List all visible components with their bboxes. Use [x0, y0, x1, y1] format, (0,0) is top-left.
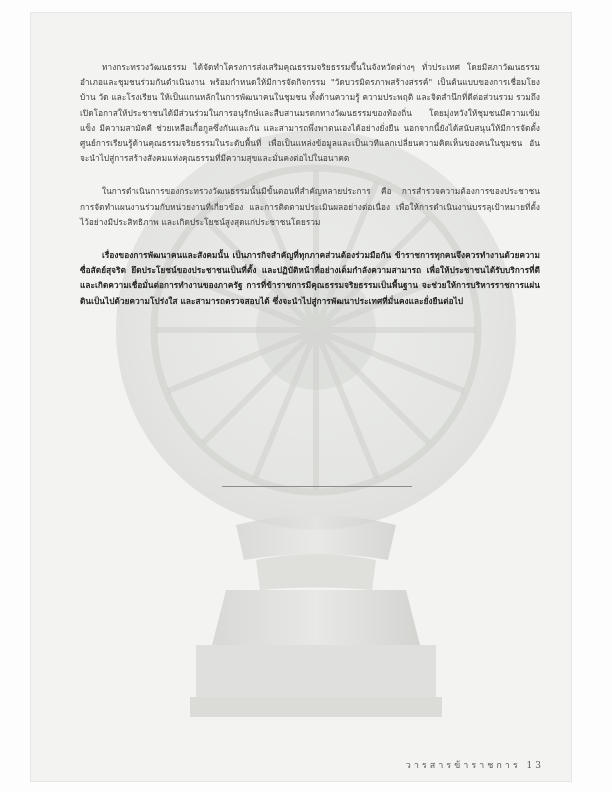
section-divider [222, 486, 412, 487]
paragraph-2: ในการดำเนินการของกระทรวงวัฒนธรรมนั้นมีขั้นตอนที่สำคัญหลายประการ คือ การสำรวจความต้องการของประชาชน การจัดทำแผนงานร่วมกับหน่วยงานที่เกี่ยวข้อง และการติดตามประเมินผลอย่างต่อเนื่อง เพื่อให้การดำเนินงานบรรลุเป้าหมายที่ตั้งไว้อย่างมีประสิทธิภาพ และเกิดประโยชน์สูงสุดแก่ประชาชนโดยรวม [80, 186, 540, 227]
paragraph-1: ทางกระทรวงวัฒนธรรม ได้จัดทำโครงการส่งเสริมคุณธรรมจริยธรรมขึ้นในจังหวัดต่างๆ ทั่วประเทศ โดยมีสภาวัฒนธรรมอำเภอและชุมชนร่วมกันดำเนินงาน พร้อมกำหนดให้มีการจัดกิจกรรม "วัดบวรมิตรภาพสร้างสรรค์" เป็นต้นแบบของการเชื่อมโยงบ้าน วัด และโรงเรียน ให้เป็นแกนหลักในการพัฒนาคนในชุมชน ทั้งด้านความรู้ ความประพฤติ และจิตสำนึกที่ดีต่อส่วนรวม รวมถึงเปิดโอกาสให้ประชาชนได้มีส่วนร่วมในการอนุรักษ์และสืบสานมรดกทางวัฒนธรรมของท้องถิ่น โดยมุ่งหวังให้ชุมชนมีความเข้มแข็ง มีความสามัคคี ช่วยเหลือเกื้อกูลซึ่งกันและกัน และสามารถพึ่งพาตนเองได้อย่างยั่งยืน นอกจากนี้ยังได้สนับสนุนให้มีการจัดตั้งศูนย์การเรียนรู้ด้านคุณธรรมจริยธรรมในระดับพื้นที่ เพื่อเป็นแหล่งข้อมูลและเป็นเวทีแลกเปลี่ยนความคิดเห็นของคนในชุมชน อันจะนำไปสู่การสร้างสังคมแห่งคุณธรรมที่มีความสุขและมั่นคงต่อไปในอนาคต [80, 62, 540, 164]
article-body [80, 60, 540, 327]
journal-title: วารสารข้าราชการ [405, 761, 521, 771]
page-footer [406, 758, 544, 772]
paragraph-3-bold: เรื่องของการพัฒนาคนและสังคมนั้น เป็นภารกิจสำคัญที่ทุกภาคส่วนต้องร่วมมือกัน ข้าราชการทุกคนจึงควรทำงานด้วยความซื่อสัตย์สุจริต ยึดประโยชน์ของประชาชนเป็นที่ตั้ง และปฏิบัติหน้าที่อย่างเต็มกำลังความสามารถ เพื่อให้ประชาชนได้รับบริการที่ดีและเกิดความเชื่อมั่นต่อการทำงานของภาครัฐ การที่ข้าราชการมีคุณธรรมจริยธรรมเป็นพื้นฐาน จะช่วยให้การบริหารราชการแผ่นดินเป็นไปด้วยความโปร่งใส และสามารถตรวจสอบได้ ซึ่งจะนำไปสู่การพัฒนาประเทศที่มั่นคงและยั่งยืนต่อไป [80, 250, 540, 306]
page-number: 13 [526, 761, 544, 771]
